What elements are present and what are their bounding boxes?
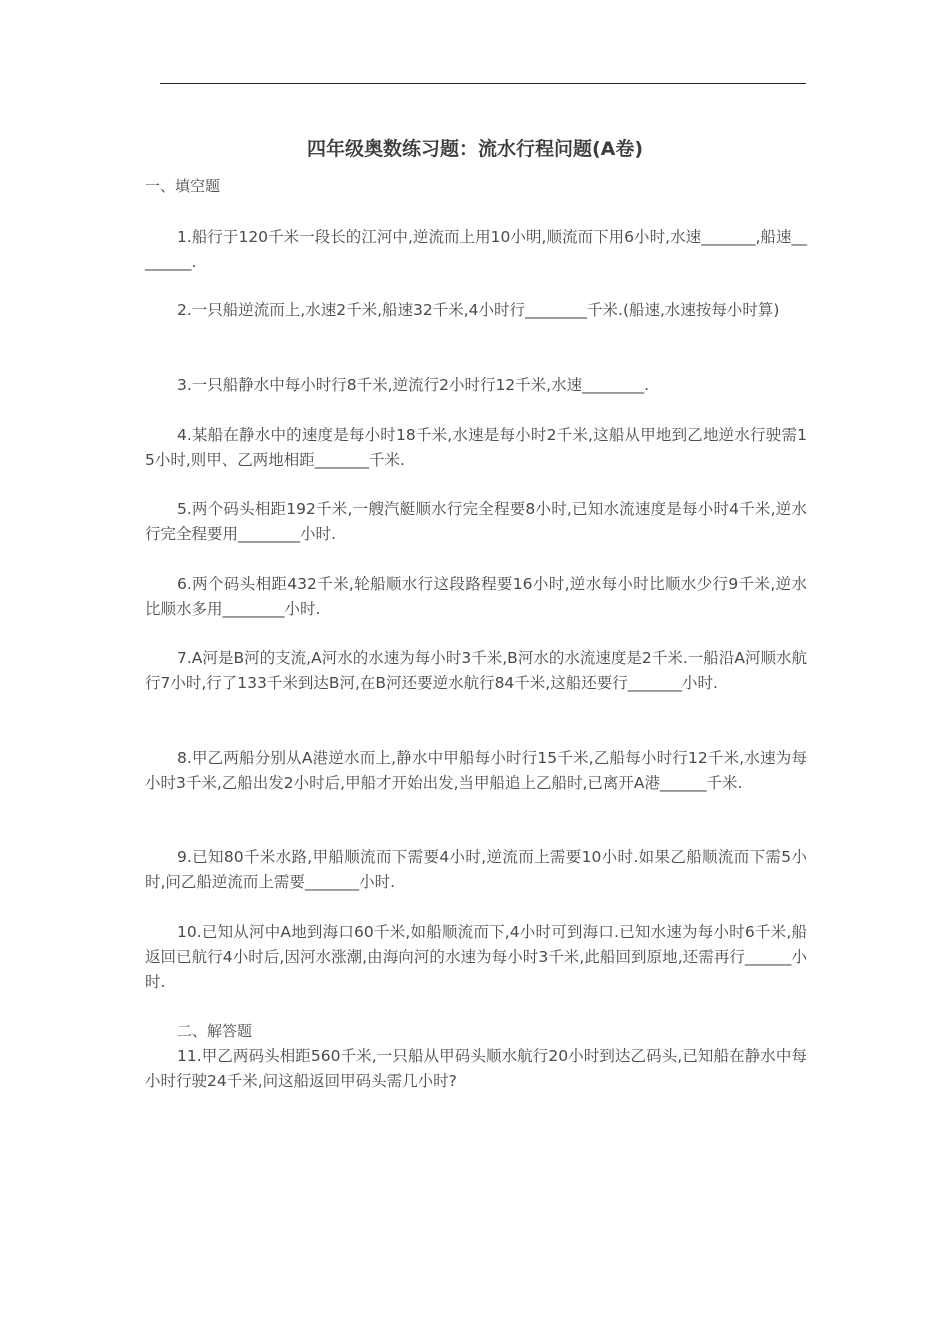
question-8: 8.甲乙两船分别从A港逆水而上,静水中甲船每小时行15千米,乙船每小时行12千米,水速为每小时3千米,乙船出发2小时后,甲船才开始出发,当甲船追上乙船时,已离开A港______千米. <box>145 749 807 792</box>
question-11: 11.甲乙两码头相距560千米,一只船从甲码头顺水航行20小时到达乙码头,已知船在静水中每小时行驶24千米,问这船返回甲码头需几小时? <box>145 1047 807 1090</box>
question-9: 9.已知80千米水路,甲船顺流而下需要4小时,逆流而上需要10小时.如果乙船顺流而下需5小时,问乙船逆流而上需要_______小时. <box>145 848 807 891</box>
question-7: 7.A河是B河的支流,A河水的水速为每小时3千米,B河水的水流速度是2千米.一船沿A河顺水航行7小时,行了133千米到达B河,在B河还要逆水航行84千米,这船还要行_______小时. <box>145 649 807 692</box>
section-heading-answer: 二、解答题 <box>177 1022 253 1040</box>
header-rule <box>160 83 806 84</box>
section-heading-fill-in: 一、填空题 <box>145 177 221 195</box>
question-1: 1.船行于120千米一段长的江河中,逆流而上用10小明,顺流而下用6小时,水速_______,船速________. <box>145 228 807 271</box>
question-5: 5.两个码头相距192千米,一艘汽艇顺水行完全程要8小时,已知水流速度是每小时4千米,逆水行完全程要用________小时. <box>145 500 807 543</box>
question-6: 6.两个码头相距432千米,轮船顺水行这段路程要16小时,逆水每小时比顺水少行9千米,逆水比顺水多用________小时. <box>145 575 807 618</box>
question-4: 4.某船在静水中的速度是每小时18千米,水速是每小时2千米,这船从甲地到乙地逆水行驶需15小时,则甲、乙两地相距_______千米. <box>145 426 807 469</box>
question-3: 3.一只船静水中每小时行8千米,逆流行2小时行12千米,水速________. <box>177 376 650 394</box>
question-2: 2.一只船逆流而上,水速2千米,船速32千米,4小时行________千米.(船速,水速按每小时算) <box>177 301 780 319</box>
question-10: 10.已知从河中A地到海口60千米,如船顺流而下,4小时可到海口.已知水速为每小时6千米,船返回已航行4小时后,因河水涨潮,由海向河的水速为每小时3千米,此船回到原地,还需再行______小时. <box>145 923 807 991</box>
document-title: 四年级奥数练习题：流水行程问题(A卷) <box>306 138 644 160</box>
